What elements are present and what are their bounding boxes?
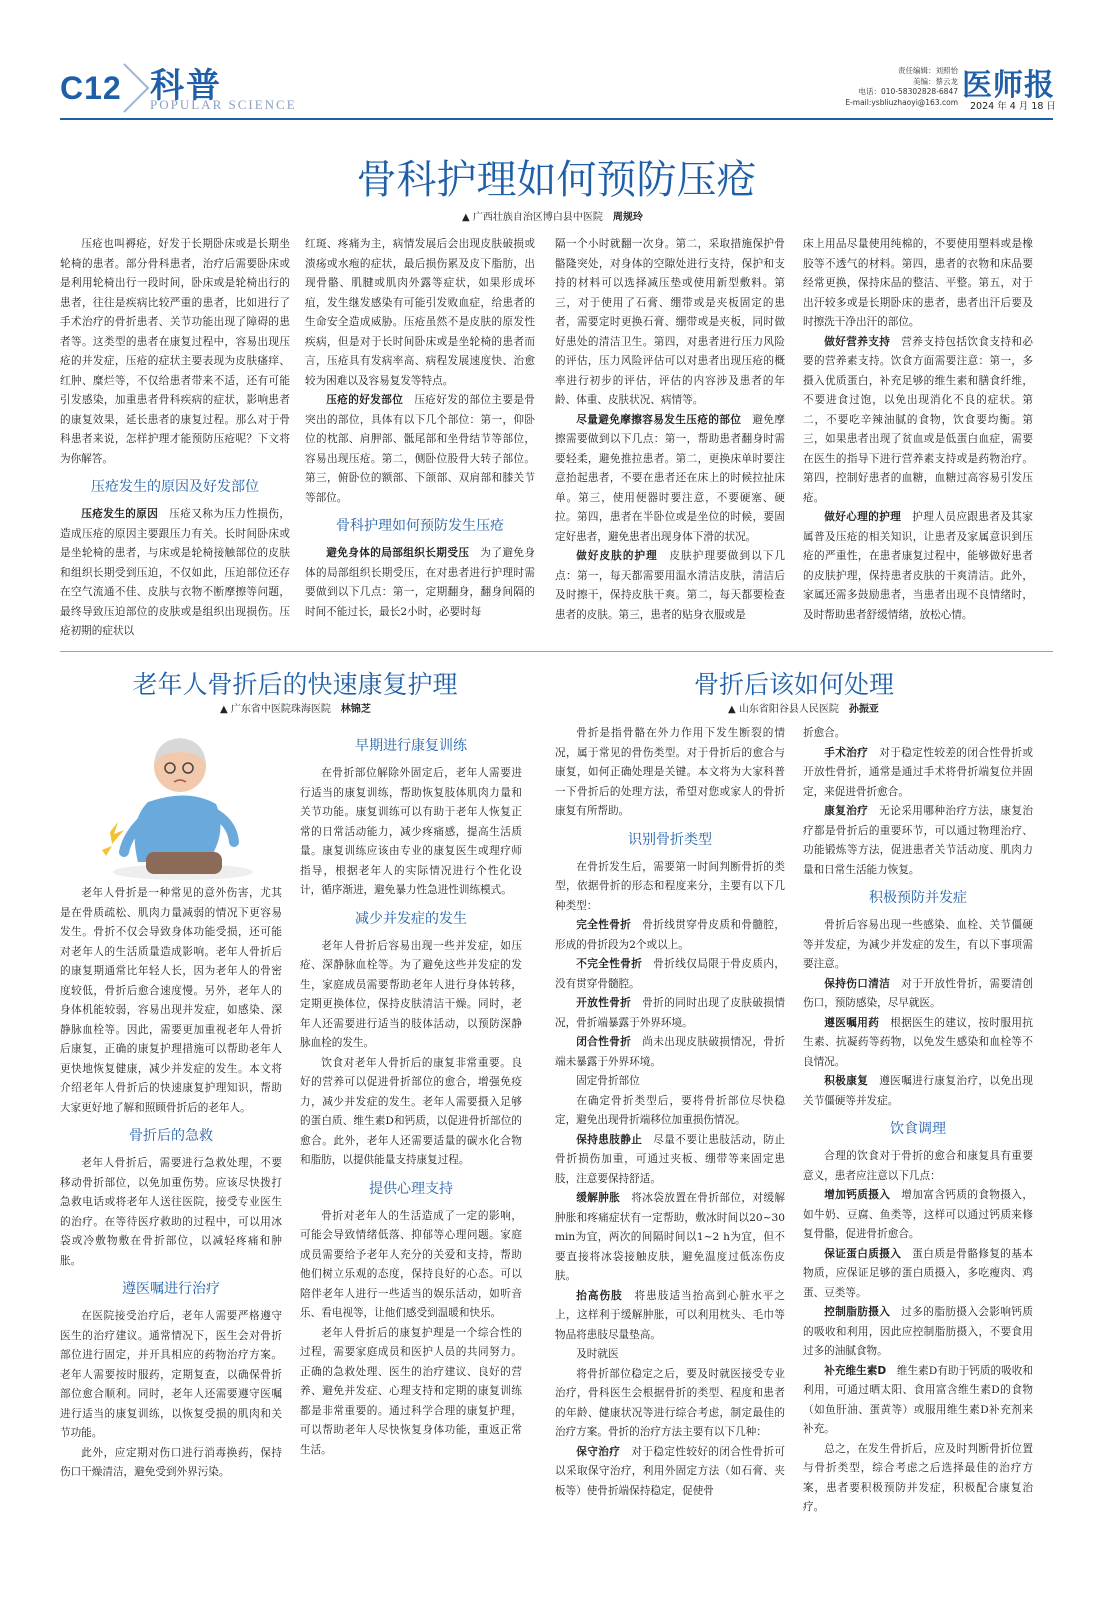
article3-byline: ▲ 山东省阳谷县人民医院 孙振亚 xyxy=(728,704,879,715)
paragraph: 合理的饮食对于骨折的愈合和康复具有重要意义，患者应注意以下几点： xyxy=(803,1150,1033,1182)
paragraph xyxy=(803,1186,1033,1245)
article1-column-2 xyxy=(305,235,535,637)
lead-in: 缓解肿胀 xyxy=(576,1192,621,1204)
paragraph-text: 过多的脂肪摄入会影响钙质的吸收和利用，因此应控制脂肪摄入，不要食用过多的油腻食物。 xyxy=(803,1306,1033,1357)
lead-in: 保持伤口清洁 xyxy=(824,977,891,990)
article1-author-org: 广西壮族自治区博白县中医院 xyxy=(472,212,603,223)
paragraph-text: 尽量不要让患肢活动，防止骨折损伤加重，可通过夹板、绷带等来固定患肢，注意要保持舒适。 xyxy=(555,1133,785,1185)
article1-column-3 xyxy=(555,235,785,637)
paragraph xyxy=(555,411,785,548)
article2-title: 老年人骨折后的快速康复护理 xyxy=(132,670,458,699)
lead-in: 保持患肢静止 xyxy=(576,1133,643,1146)
page-number: C12 xyxy=(60,70,122,106)
subheading: 骨折后的急救 xyxy=(129,1128,213,1144)
subheading: 饮食调理 xyxy=(890,1121,946,1137)
paragraph-text: 护理人员应跟患者及其家属普及压疮的相关知识，让患者及家属意识到压疮的严重性，在患者康复过程中，能够做好患者的皮肤护理，保持患者皮肤的干爽清洁。此外，家属还需多鼓励患者，当患者出现不良情绪时，及时帮助患者舒缓情绪，放松心情。 xyxy=(803,511,1033,621)
credit-editor: 责任编辑：刘照怡 xyxy=(898,66,958,75)
paragraph-text: 无论采用哪种治疗方法，康复治疗都是骨折后的重要环节，可以通过物理治疗、功能锻炼等方法，促进患者关节活动度、肌肉力量和日常生活能力恢复。 xyxy=(803,805,1033,876)
subheading: 识别骨折类型 xyxy=(628,831,712,848)
lead-in: 做好皮肤的护理 xyxy=(576,550,658,562)
lead-in: 增加钙质摄入 xyxy=(824,1189,891,1201)
paragraph xyxy=(555,1287,785,1346)
newspaper-logo: 医师报 xyxy=(962,68,1055,103)
paragraph xyxy=(305,544,535,622)
article1-author-name: 周规玲 xyxy=(612,212,643,223)
paragraph-text: 避免摩擦需要做到以下几点：第一，帮助患者翻身时需要轻柔，避免推拉患者。第二，更换床单时要注意抬起患者，不要在患者还在床上的时候拉扯床单。第三，使用便器时要注意，不要硬塞、硬拉。第四，患者在半卧位或是坐位的时候，要固定好患者，避免患者出现身体下滑的状况。 xyxy=(555,413,785,543)
paragraph-text: 皮肤护理要做到以下几点：第一，每天都需要用温水清洁皮肤，清洁后及时擦干，保持皮肤干爽。第二，每天都要检查患者的皮肤。第三，患者的贴身衣服或是 xyxy=(555,550,785,621)
lead-in: 完全性骨折 xyxy=(576,919,632,931)
lead-in: 手术治疗 xyxy=(824,746,869,759)
elderly-man-illustration xyxy=(88,722,268,884)
lead-in: 不完全性骨折 xyxy=(576,958,643,970)
section-subtitle: POPULAR SCIENCE xyxy=(150,97,297,112)
paragraph xyxy=(803,1303,1033,1362)
article2-column-2 xyxy=(300,728,522,1534)
paragraph-text: 对于稳定性较好的闭合性骨折可以采取保守治疗，利用外固定方法（如石膏、夹板等）使骨折端保持稳定，促使骨 xyxy=(555,1445,785,1497)
section-divider xyxy=(60,651,1053,652)
paragraph-text: 根据医生的建议，按时服用抗生素、抗凝药等药物，以免发生感染和血栓等不良情况。 xyxy=(803,1016,1033,1068)
paragraph xyxy=(555,1443,785,1502)
paragraph xyxy=(555,1189,785,1287)
paragraph-text: 骨折的同时出现了皮肤破损情况，骨折端暴露于外界环境。 xyxy=(555,997,785,1029)
paragraph-text: 对于稳定性较差的闭合性骨折或开放性骨折，通常是通过手术将骨折端复位并固定，来促进骨折愈合。 xyxy=(803,746,1033,798)
paragraph: 骨折是指骨骼在外力作用下发生断裂的情况，属于常见的骨伤类型。对于骨折后的愈合与康复，如何正确处理是关键。本文将为大家科普一下骨折后的处理方法，希望对您或家人的骨折康复有所帮助。 xyxy=(555,727,785,817)
credit-designer: 美编：蔡云龙 xyxy=(913,76,958,86)
paragraph-text: 将患肢适当抬高到心脏水平之上，这样利于缓解肿胀，可以利用枕头、毛巾等物品将患肢尽量垫高。 xyxy=(555,1289,785,1341)
paragraph: 在骨折部位解除外固定后，老年人需要进行适当的康复训练，帮助恢复肢体肌肉力量和关节功能。康复训练可以有助于老年人恢复正常的日常活动能力，减少疼痛感，提高生活质量。康复训练应该由专业的康复医生或理疗师指导，根据老年人的实际情况进行个性化设计，循序渐进，避免暴力性急进性训练模式。 xyxy=(300,767,522,896)
paragraph: 饮食对老年人骨折后的康复非常重要。良好的营养可以促进骨折部位的愈合，增强免疫力，减少并发症的发生。老年人需要摄入足够的蛋白质、维生素D和钙质，以促进骨折部位的愈合。此外，老年人还需要适量的碳水化合物和脂肪，以提供能量支持康复过程。 xyxy=(300,1056,522,1166)
paragraph xyxy=(555,1131,785,1190)
paragraph xyxy=(555,547,785,625)
paragraph-text: 将冰袋放置在骨折部位，对缓解肿胀和疼痛症状有一定帮助，敷冰时间以20~30 min为宜，两次的间隔时间以1~2 h为宜，但不要直接将冰袋接触皮肤，避免温度过低冻伤皮肤。 xyxy=(555,1192,785,1282)
subheading: 减少并发症的发生 xyxy=(355,910,467,927)
paragraph: 将骨折部位稳定之后，要及时就医接受专业治疗，骨科医生会根据骨折的类型、程度和患者的年龄、健康状况等进行综合考虑，制定最佳的治疗方案。骨折的治疗方法主要有以下几种： xyxy=(555,1367,785,1438)
paragraph xyxy=(803,1014,1033,1073)
paragraph xyxy=(803,1072,1033,1111)
paragraph: 老年人骨折后的康复护理是一个综合性的过程，需要家庭成员和医护人员的共同努力。正确的急救处理、医生的治疗建议、良好的营养、避免并发症、心理支持和定期的康复训练都是非常重要的。通过科学合理的康复护理，可以帮助老年人尽快恢复身体功能，重返正常生活。 xyxy=(300,1326,522,1456)
paragraph-text: 遵医嘱进行康复治疗，以免出现关节僵硬等并发症。 xyxy=(803,1075,1033,1107)
paragraph-text: 蛋白质是骨骼修复的基本物质，应保证足够的蛋白质摄入，多吃瘦肉、鸡蛋、豆类等。 xyxy=(803,1247,1033,1299)
paragraph: 老年人骨折后容易出现一些并发症，如压疮、深静脉血栓等。为了避免这些并发症的发生，家庭成员需要帮助老年人进行身体转移，定期更换体位，保持皮肤清洁干燥。同时，老年人还需要进行适当的肢体活动，以预防深静脉血栓的发生。 xyxy=(300,939,522,1049)
paragraph xyxy=(555,1033,785,1072)
article3-title: 骨折后该如何处理 xyxy=(693,670,894,699)
lead-in: 控制脂肪摄入 xyxy=(824,1306,891,1318)
lead-in: 抬高伤肢 xyxy=(576,1289,623,1302)
paragraph-text: 营养支持包括饮食支持和必要的营养素支持。饮食方面需要注意：第一，多摄入优质蛋白，补充足够的维生素和膳食纤维，不要进食过饱，以免出现消化不良的症状。第二，不要吃辛辣油腻的食物，饮食要均衡。第三，如果患者出现了贫血或是低蛋白血症，需要在医生的指导下进行营养素支持或是药物治疗。第四，控制好患者的血糖，血糖过高容易引发压疮。 xyxy=(803,335,1033,504)
paragraph-text: 对于开放性骨折，需要清创伤口，预防感染，尽早就医。 xyxy=(803,977,1033,1009)
paragraph-text: 压疮好发的部位主要是骨突出的部位，具体有以下几个部位：第一，仰卧位的枕部、肩胛部、骶尾部和坐骨结节等部位，容易出现压疮。第二，侧卧位股骨大转子部位。第三，俯卧位的额部、下颌部、双肩部和膝关节等部位。 xyxy=(305,394,535,504)
credit-email: E-mail:ysbliuzhaoyi@163.com xyxy=(845,97,958,107)
paragraph: 压疮也叫褥疮，好发于长期卧床或是长期坐轮椅的患者。部分骨科患者，治疗后需要卧床或是利用轮椅出行一段时间，卧床或是轮椅出行的患者，往往是疾病比较严重的患者，比如进行了手术治疗的骨折患者、关节功能出现了障碍的患者等。这类型的患者在康复过程中，容易出现压疮的并发症，压疮的症状主要表现为皮肤瘙痒、红肿、糜烂等，不仅给患者带来不适，还有可能引发感染，加重患者骨科疾病的症状，影响患者的康复效果，延长患者的康复过程。那么对于骨科患者来说，怎样护理才能预防压疮呢？下文将为你解答。 xyxy=(60,238,290,465)
paragraph: 骨折对老年人的生活造成了一定的影响，可能会导致情绪低落、抑郁等心理问题。家庭成员需要给予老年人充分的关爱和支持，帮助他们树立乐观的态度，保持良好的心态。可以陪伴老年人进行一些适当的娱乐活动，如听音乐、看电视等，让他们感受到温暖和快乐。 xyxy=(300,1209,522,1319)
subheading: 早期进行康复训练 xyxy=(355,738,467,754)
article1-column-4 xyxy=(803,235,1033,637)
paragraph-text: 骨折线仅局限于骨皮质内，没有贯穿骨髓腔。 xyxy=(555,958,785,990)
article2-column-1 xyxy=(60,884,282,1534)
header-rule xyxy=(60,118,1053,120)
lead-in: 闭合性骨折 xyxy=(576,1036,632,1048)
lead-in: 压疮的好发部位 xyxy=(326,394,404,406)
paragraph: 老年人骨折是一种常见的意外伤害，尤其是在骨质疏松、肌肉力量减弱的情况下更容易发生。骨折不仅会导致身体功能受损，还可能对老年人的生活质量造成影响。老年人骨折后的康复期通常比年轻人长，因为老年人的骨密度较低，骨折后愈合速度慢。另外，老年人的身体机能较弱，容易出现并发症，如感染、深静脉血栓等。因此，需要更加重视老年人骨折后康复，正确的康复护理措施可以帮助老年人更快地恢复健康，减少并发症的发生。本文将介绍老年人骨折后的快速康复护理知识，帮助大家更好地了解和照顾骨折后的老年人。 xyxy=(60,887,282,1114)
paragraph: 总之，在发生骨折后，应及时判断骨折位置与骨折类型，综合考虑之后选择最佳的治疗方案，患者要积极预防并发症，积极配合康复治疗。 xyxy=(803,1442,1033,1513)
article1-title: 骨科护理如何预防压疮 xyxy=(356,157,757,203)
paragraph: 此外，应定期对伤口进行消毒换药，保持伤口干燥清洁，避免受到外界污染。 xyxy=(60,1446,282,1478)
lead-in: 保守治疗 xyxy=(576,1445,621,1458)
lead-in: 保证蛋白质摄入 xyxy=(824,1247,902,1260)
article2-byline: ▲ 广东省中医院珠海医院 林锦芝 xyxy=(220,704,371,715)
paragraph-text: 为了避免身体的局部组织长期受压，在对患者进行护理时需要做到以下几点：第一，定期翻身，翻身间隔的时间不能过长，最长2小时，必要时每 xyxy=(305,547,535,618)
paragraph: 及时就医 xyxy=(576,1348,619,1360)
paragraph-text: 增加富含钙质的食物摄入，如牛奶、豆腐、鱼类等，这样可以通过钙质来修复骨骼，促进骨折愈合。 xyxy=(803,1189,1033,1240)
paragraph: 隔一个小时就翻一次身。第二，采取措施保护骨骼隆突处，对身体的空隙处进行支持，保护和支持的材料可以选择减压垫或使用新型敷料。第三，对于使用了石膏、绷带或是夹板固定的患者，需要定时更换石膏、绷带或是夹板，同时做好患处的清洁卫生。第四，对患者进行压力风险的评估，压力风险评估可以对患者出现压疮的概率进行初步的评估，评估的内容涉及患者的年龄、体重、皮肤状况、病情等。 xyxy=(555,238,785,406)
paragraph xyxy=(803,333,1033,509)
paragraph: 骨折后容易出现一些感染、血栓、关节僵硬等并发症，为减少并发症的发生，有以下事项需要注意。 xyxy=(803,919,1033,970)
subheading: 遵医嘱进行治疗 xyxy=(122,1281,220,1297)
paragraph xyxy=(555,955,785,994)
paragraph: 在医院接受治疗后，老年人需要严格遵守医生的治疗建议。通常情况下，医生会对骨折部位进行固定，并开具相应的药物治疗方案。老年人需要按时服药，定期复查，以确保骨折部位愈合顺利。同时，老年人还需要遵守医嘱进行适当的康复训练，以恢复受损的肌肉和关节功能。 xyxy=(60,1310,282,1439)
paragraph xyxy=(60,505,290,637)
lead-in: 做好心理的护理 xyxy=(824,511,902,523)
article2-author-name: 林锦芝 xyxy=(340,704,371,715)
article1-byline: ▲ 广西壮族自治区博白县中医院 周规玲 xyxy=(462,212,643,223)
paragraph: 在骨折发生后，需要第一时间判断骨折的类型，依据骨折的形态和程度来分，主要有以下几种类型： xyxy=(555,860,785,912)
lead-in: 遵医嘱用药 xyxy=(824,1016,880,1029)
lead-in: 补充维生素D xyxy=(824,1364,887,1377)
paragraph: 固定骨折部位 xyxy=(576,1075,640,1087)
article3-column-1 xyxy=(555,724,785,1534)
paragraph xyxy=(803,975,1033,1014)
issue-date: 2024 年 4 月 18 日 xyxy=(970,101,1056,112)
paragraph xyxy=(305,391,535,508)
lead-in: 压疮发生的原因 xyxy=(81,508,159,520)
paragraph: 红斑、疼痛为主，病情发展后会出现皮肤破损或溃疡或水疱的症状，最后损伤累及皮下脂肪，出现骨骼、肌腱或肌肉外露等症状，如果形成坏疽，发生继发感染有可能引发败血症，给患者的生命安全造成威胁。压疮虽然不是皮肤的原发性疾病，但是对于长时间卧床或是坐轮椅的患者而言，压疮具有发病率高、病程发展速度快、治愈较为困难以及容易复发等特点。 xyxy=(305,238,535,387)
article2-author-org: 广东省中医院珠海医院 xyxy=(230,704,331,715)
paragraph-text: 尚未出现皮肤破损情况，骨折端未暴露于外界环境。 xyxy=(555,1036,785,1068)
paragraph-text: 维生素D有助于钙质的吸收和利用，可通过晒太阳、食用富含维生素D的食物（如鱼肝油、蛋黄等）或服用维生素D补充剂来补充。 xyxy=(803,1364,1033,1435)
lead-in: 康复治疗 xyxy=(824,805,869,817)
lead-in: 积极康复 xyxy=(824,1075,869,1087)
article3-author-name: 孙振亚 xyxy=(848,704,879,715)
lead-in: 开放性骨折 xyxy=(576,997,632,1009)
lead-in: 避免身体的局部组织长期受压 xyxy=(326,547,470,559)
subheading: 压疮发生的原因及好发部位 xyxy=(91,479,259,495)
subheading: 积极预防并发症 xyxy=(869,890,967,906)
section-title: 科普 xyxy=(150,66,222,106)
paragraph xyxy=(555,916,785,955)
paragraph-text: 压疮又称为压力性损伤，造成压疮的原因主要跟压力有关。长时间卧床或是坐轮椅的患者，与床或是轮椅接触部位的皮肤和组织长期受到压迫，不仅如此，压迫部位还存在空气流通不佳、皮肤与衣物不断摩擦等问题，最终导致压迫部位的皮肤或是组织出现损伤。压疮初期的症状以 xyxy=(60,508,290,637)
credit-phone: 电话：010-58302828-6847 xyxy=(858,87,958,96)
article3-author-org: 山东省阳谷县人民医院 xyxy=(738,704,839,715)
article1-column-1 xyxy=(60,235,290,637)
paragraph-text: 骨折线贯穿骨皮质和骨髓腔，形成的骨折段为2个或以上。 xyxy=(555,919,785,951)
editor-credits xyxy=(838,66,958,108)
paragraph: 老年人骨折后，需要进行急救处理，不要移动骨折部位，以免加重伤势。应该尽快拨打急救电话或将老年人送往医院，接受专业医生的治疗。在等待医疗救助的过程中，可以用冰袋或冷敷物敷在骨折部位，以减轻疼痛和肿胀。 xyxy=(60,1157,282,1267)
paragraph xyxy=(803,508,1033,625)
paragraph: 床上用品尽量使用纯棉的，不要使用塑料或是橡胶等不透气的材料。第四，患者的衣物和床品要经常更换，保持床品的整洁、平整。第五，对于出汗较多或是长期卧床的患者，患者出汗后要及时擦洗干净出汗的部位。 xyxy=(803,238,1033,328)
subheading: 提供心理支持 xyxy=(369,1180,453,1197)
lead-in: 尽量避免摩擦容易发生压疮的部位 xyxy=(576,413,742,426)
subheading: 骨科护理如何预防发生压疮 xyxy=(336,518,504,534)
paragraph xyxy=(803,1245,1033,1304)
paragraph xyxy=(803,802,1033,880)
lead-in: 做好营养支持 xyxy=(824,335,891,348)
article3-column-2 xyxy=(803,724,1033,1534)
paragraph xyxy=(555,994,785,1033)
paragraph xyxy=(803,1362,1033,1440)
paragraph: 折愈合。 xyxy=(803,727,846,739)
paragraph: 在确定骨折类型后，要将骨折部位尽快稳定，避免出现骨折端移位加重损伤情况。 xyxy=(555,1094,785,1126)
paragraph xyxy=(803,744,1033,803)
